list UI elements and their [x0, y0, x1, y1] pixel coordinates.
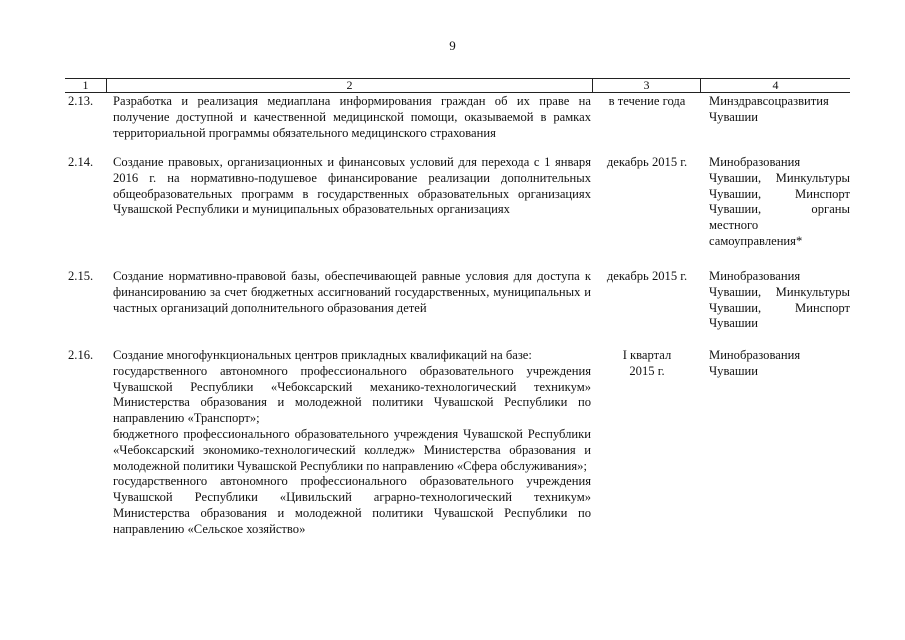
- table-row: [65, 269, 850, 332]
- row-term: в течение года: [608, 94, 686, 108]
- row-paragraph: государственного автономного профессионального образовательного учреждения Чувашской Республики «Цивильский аграрно-технологический техникум» Министерства образования и молодежной политики Чувашской Республики по направлению «Сельское хозяйство»: [113, 474, 591, 536]
- table-row: [65, 94, 850, 141]
- header-col-1: 1: [65, 79, 107, 92]
- row-paragraph: бюджетного профессионального образовательного учреждения Чувашской Республики «Чебоксарский экономико-технологический колледж» Министерства образования и молодежной политики Чувашской Республики по направлению «Сфера обслуживания»;: [113, 426, 591, 473]
- header-col-4: 4: [772, 78, 779, 92]
- measures-table: [65, 78, 850, 536]
- row-paragraph: государственного автономного профессионального образовательного учреждения Чувашской Республики «Чебоксарский механико-технологический техникум» Министерства образования и молодежной политики Чувашской Республики по направлению «Транспорт»;: [113, 363, 591, 426]
- row-description: [107, 269, 593, 332]
- row-description: [107, 155, 593, 250]
- row-term: I квартал 2015 г.: [622, 348, 672, 378]
- row-responsible: Минздравсоцразвития Чувашии: [709, 94, 829, 124]
- row-number: 2.13.: [68, 94, 94, 108]
- row-paragraph: Создание нормативно-правовой базы, обеспечивающей равные условия для доступа к финансированию за счет бюджетных ассигнований государственных, муниципальных и частных организаций дополнительного образования детей: [113, 269, 591, 315]
- table-header: [65, 78, 850, 93]
- header-col-2: 2: [107, 79, 593, 92]
- row-description: [107, 348, 593, 538]
- header-col-3: 3: [593, 79, 701, 92]
- table-row: [65, 155, 850, 250]
- row-responsible: Минобразования Чувашии, Минкультуры Чувашии, Минспорт Чувашии: [709, 269, 850, 331]
- row-term: декабрь 2015 г.: [606, 155, 688, 169]
- page-number: 9: [449, 38, 456, 53]
- row-term: декабрь 2015 г.: [606, 269, 688, 283]
- row-number: 2.15.: [68, 269, 94, 283]
- row-paragraph: Создание правовых, организационных и финансовых условий для перехода с 1 января 2016 г. на нормативно-подушевое финансирование реализации дополнительных общеобразовательных программ в государственных образовательных организациях Чувашской Республики и муниципальных образовательных организациях: [113, 155, 591, 217]
- row-number: 2.14.: [68, 155, 94, 169]
- row-paragraph: Создание многофункциональных центров прикладных квалификаций на базе:: [113, 348, 532, 362]
- row-responsible: Минобразования Чувашии: [709, 348, 801, 378]
- row-paragraph: Разработка и реализация медиаплана информирования граждан об их праве на получение доступной и качественной медицинской помощи, оказываемой в рамках территориальной программы обязательного медицинского страхования: [113, 94, 591, 140]
- table-row: [65, 348, 850, 538]
- row-number: 2.16.: [68, 348, 94, 362]
- row-responsible: Минобразования Чувашии, Минкультуры Чувашии, Минспорт Чувашии, органы местного самоуправления*: [709, 155, 850, 248]
- row-description: [107, 94, 593, 141]
